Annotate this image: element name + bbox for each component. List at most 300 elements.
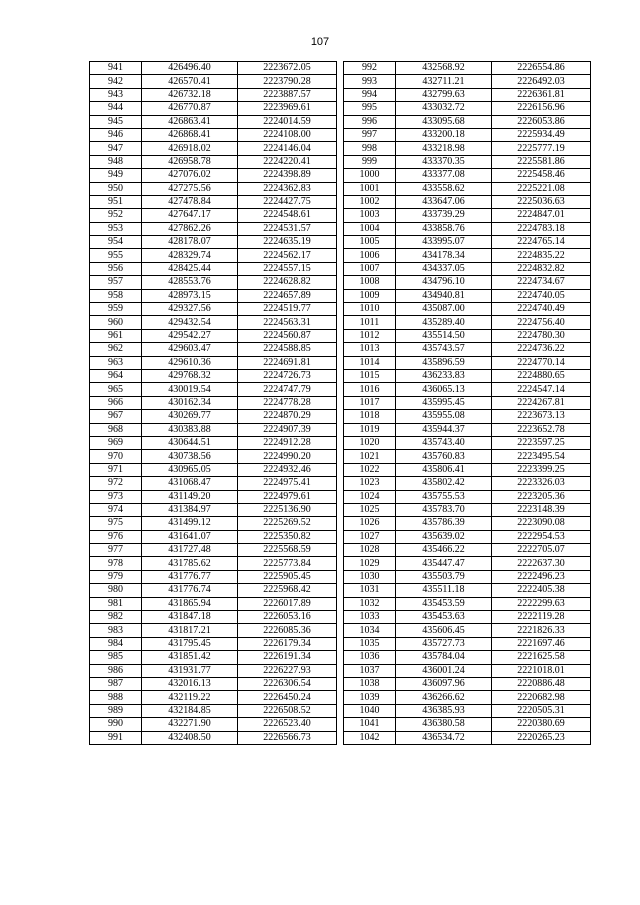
table-row <box>344 276 591 289</box>
point-number-cell: 974 <box>90 503 142 516</box>
point-number-cell: 1024 <box>344 490 396 503</box>
point-number-cell: 1010 <box>344 303 396 316</box>
y-coordinate-cell: 2224588.85 <box>238 343 337 356</box>
coordinate-table-left <box>89 61 337 745</box>
y-coordinate-cell: 2224740.05 <box>492 289 591 302</box>
table-row <box>90 169 337 182</box>
point-number-cell: 1041 <box>344 718 396 731</box>
table-row <box>344 436 591 449</box>
y-coordinate-cell: 2223205.36 <box>492 490 591 503</box>
table-row <box>90 102 337 115</box>
table-row <box>90 423 337 436</box>
point-number-cell: 941 <box>90 62 142 75</box>
point-number-cell: 973 <box>90 490 142 503</box>
x-coordinate-cell: 435606.45 <box>396 624 492 637</box>
point-number-cell: 955 <box>90 249 142 262</box>
x-coordinate-cell: 432408.50 <box>142 731 238 744</box>
table-row <box>90 718 337 731</box>
y-coordinate-cell: 2220682.98 <box>492 691 591 704</box>
x-coordinate-cell: 431727.48 <box>142 544 238 557</box>
y-coordinate-cell: 2224770.14 <box>492 356 591 369</box>
y-coordinate-cell: 2222299.63 <box>492 597 591 610</box>
point-number-cell: 970 <box>90 450 142 463</box>
point-number-cell: 957 <box>90 276 142 289</box>
coordinate-table-right <box>343 61 591 745</box>
table-row <box>90 383 337 396</box>
table-row <box>90 544 337 557</box>
x-coordinate-cell: 429432.54 <box>142 316 238 329</box>
y-coordinate-cell: 2226566.73 <box>238 731 337 744</box>
point-number-cell: 963 <box>90 356 142 369</box>
table-row <box>344 463 591 476</box>
point-number-cell: 1033 <box>344 611 396 624</box>
y-coordinate-cell: 2224847.01 <box>492 209 591 222</box>
y-coordinate-cell: 2224014.59 <box>238 115 337 128</box>
table-row <box>90 62 337 75</box>
y-coordinate-cell: 2224932.46 <box>238 463 337 476</box>
y-coordinate-cell: 2224832.82 <box>492 262 591 275</box>
table-row <box>344 195 591 208</box>
x-coordinate-cell: 426868.41 <box>142 128 238 141</box>
y-coordinate-cell: 2223399.25 <box>492 463 591 476</box>
table-row <box>90 704 337 717</box>
y-coordinate-cell: 2225905.45 <box>238 570 337 583</box>
y-coordinate-cell: 2224427.75 <box>238 195 337 208</box>
x-coordinate-cell: 429768.32 <box>142 369 238 382</box>
y-coordinate-cell: 2225934.49 <box>492 128 591 141</box>
table-row <box>90 570 337 583</box>
x-coordinate-cell: 431817.21 <box>142 624 238 637</box>
y-coordinate-cell: 2221625.58 <box>492 651 591 664</box>
y-coordinate-cell: 2223887.57 <box>238 88 337 101</box>
y-coordinate-cell: 2223969.61 <box>238 102 337 115</box>
x-coordinate-cell: 435503.79 <box>396 570 492 583</box>
table-row <box>90 503 337 516</box>
table-row <box>90 557 337 570</box>
table-row <box>344 262 591 275</box>
table-row <box>90 463 337 476</box>
table-row <box>90 155 337 168</box>
x-coordinate-cell: 433739.29 <box>396 209 492 222</box>
y-coordinate-cell: 2224562.17 <box>238 249 337 262</box>
x-coordinate-cell: 427275.56 <box>142 182 238 195</box>
table-row <box>344 169 591 182</box>
y-coordinate-cell: 2224736.22 <box>492 343 591 356</box>
y-coordinate-cell: 2224783.18 <box>492 222 591 235</box>
table-row <box>344 637 591 650</box>
table-row <box>344 624 591 637</box>
table-row <box>344 236 591 249</box>
x-coordinate-cell: 428329.74 <box>142 249 238 262</box>
point-number-cell: 983 <box>90 624 142 637</box>
table-row <box>90 128 337 141</box>
x-coordinate-cell: 430383.88 <box>142 423 238 436</box>
table-row <box>344 718 591 731</box>
point-number-cell: 1018 <box>344 410 396 423</box>
point-number-cell: 1007 <box>344 262 396 275</box>
table-row <box>344 249 591 262</box>
y-coordinate-cell: 2224778.28 <box>238 396 337 409</box>
y-coordinate-cell: 2222954.53 <box>492 530 591 543</box>
point-number-cell: 1039 <box>344 691 396 704</box>
table-row <box>344 570 591 583</box>
x-coordinate-cell: 430738.56 <box>142 450 238 463</box>
y-coordinate-cell: 2222405.38 <box>492 584 591 597</box>
point-number-cell: 1026 <box>344 517 396 530</box>
x-coordinate-cell: 435784.04 <box>396 651 492 664</box>
point-number-cell: 1029 <box>344 557 396 570</box>
y-coordinate-cell: 2224531.57 <box>238 222 337 235</box>
table-row <box>344 477 591 490</box>
y-coordinate-cell: 2224907.39 <box>238 423 337 436</box>
point-number-cell: 975 <box>90 517 142 530</box>
x-coordinate-cell: 435995.45 <box>396 396 492 409</box>
x-coordinate-cell: 435783.70 <box>396 503 492 516</box>
table-row <box>344 691 591 704</box>
table-row <box>344 677 591 690</box>
point-number-cell: 1022 <box>344 463 396 476</box>
x-coordinate-cell: 430965.05 <box>142 463 238 476</box>
x-coordinate-cell: 432271.90 <box>142 718 238 731</box>
table-row <box>344 142 591 155</box>
table-row <box>344 115 591 128</box>
x-coordinate-cell: 433218.98 <box>396 142 492 155</box>
x-coordinate-cell: 429610.36 <box>142 356 238 369</box>
y-coordinate-cell: 2224548.61 <box>238 209 337 222</box>
x-coordinate-cell: 433200.18 <box>396 128 492 141</box>
point-number-cell: 991 <box>90 731 142 744</box>
x-coordinate-cell: 435453.59 <box>396 597 492 610</box>
x-coordinate-cell: 435087.00 <box>396 303 492 316</box>
point-number-cell: 987 <box>90 677 142 690</box>
point-number-cell: 984 <box>90 637 142 650</box>
y-coordinate-cell: 2221826.33 <box>492 624 591 637</box>
x-coordinate-cell: 433370.35 <box>396 155 492 168</box>
x-coordinate-cell: 430162.34 <box>142 396 238 409</box>
y-coordinate-cell: 2221697.46 <box>492 637 591 650</box>
x-coordinate-cell: 435755.53 <box>396 490 492 503</box>
y-coordinate-cell: 2224398.89 <box>238 169 337 182</box>
point-number-cell: 956 <box>90 262 142 275</box>
table-row <box>90 276 337 289</box>
y-coordinate-cell: 2226053.86 <box>492 115 591 128</box>
point-number-cell: 944 <box>90 102 142 115</box>
x-coordinate-cell: 435743.57 <box>396 343 492 356</box>
page-number: 107 <box>310 36 330 48</box>
table-row <box>90 209 337 222</box>
y-coordinate-cell: 2226508.52 <box>238 704 337 717</box>
table-row <box>90 477 337 490</box>
y-coordinate-cell: 2223148.39 <box>492 503 591 516</box>
y-coordinate-cell: 2224756.40 <box>492 316 591 329</box>
table-row <box>344 423 591 436</box>
point-number-cell: 998 <box>344 142 396 155</box>
table-row <box>90 356 337 369</box>
table-row <box>90 195 337 208</box>
x-coordinate-cell: 428973.15 <box>142 289 238 302</box>
point-number-cell: 966 <box>90 396 142 409</box>
point-number-cell: 1019 <box>344 423 396 436</box>
x-coordinate-cell: 432568.92 <box>396 62 492 75</box>
y-coordinate-cell: 2223673.13 <box>492 410 591 423</box>
point-number-cell: 1032 <box>344 597 396 610</box>
point-number-cell: 948 <box>90 155 142 168</box>
x-coordinate-cell: 436065.13 <box>396 383 492 396</box>
x-coordinate-cell: 430269.77 <box>142 410 238 423</box>
point-number-cell: 950 <box>90 182 142 195</box>
y-coordinate-cell: 2224726.73 <box>238 369 337 382</box>
x-coordinate-cell: 431641.07 <box>142 530 238 543</box>
x-coordinate-cell: 427076.02 <box>142 169 238 182</box>
table-row <box>344 88 591 101</box>
y-coordinate-cell: 2224780.30 <box>492 329 591 342</box>
y-coordinate-cell: 2226156.96 <box>492 102 591 115</box>
x-coordinate-cell: 432799.63 <box>396 88 492 101</box>
x-coordinate-cell: 426496.40 <box>142 62 238 75</box>
table-row <box>344 303 591 316</box>
x-coordinate-cell: 433858.76 <box>396 222 492 235</box>
table-row <box>90 410 337 423</box>
table-row <box>90 597 337 610</box>
y-coordinate-cell: 2226492.03 <box>492 75 591 88</box>
point-number-cell: 1003 <box>344 209 396 222</box>
table-row <box>344 530 591 543</box>
y-coordinate-cell: 2224979.61 <box>238 490 337 503</box>
point-number-cell: 1035 <box>344 637 396 650</box>
y-coordinate-cell: 2224560.87 <box>238 329 337 342</box>
table-row <box>90 262 337 275</box>
point-number-cell: 1031 <box>344 584 396 597</box>
x-coordinate-cell: 435639.02 <box>396 530 492 543</box>
x-coordinate-cell: 426570.41 <box>142 75 238 88</box>
x-coordinate-cell: 431149.20 <box>142 490 238 503</box>
y-coordinate-cell: 2225221.08 <box>492 182 591 195</box>
table-row <box>344 410 591 423</box>
y-coordinate-cell: 2226053.16 <box>238 611 337 624</box>
table-row <box>344 503 591 516</box>
y-coordinate-cell: 2222496.23 <box>492 570 591 583</box>
table-row <box>90 182 337 195</box>
y-coordinate-cell: 2226191.34 <box>238 651 337 664</box>
point-number-cell: 1001 <box>344 182 396 195</box>
table-row <box>90 691 337 704</box>
point-number-cell: 959 <box>90 303 142 316</box>
point-number-cell: 951 <box>90 195 142 208</box>
x-coordinate-cell: 426958.78 <box>142 155 238 168</box>
table-row <box>90 677 337 690</box>
y-coordinate-cell: 2226361.81 <box>492 88 591 101</box>
y-coordinate-cell: 2224220.41 <box>238 155 337 168</box>
table-row <box>90 490 337 503</box>
point-number-cell: 942 <box>90 75 142 88</box>
point-number-cell: 1011 <box>344 316 396 329</box>
x-coordinate-cell: 436097.96 <box>396 677 492 690</box>
y-coordinate-cell: 2224734.67 <box>492 276 591 289</box>
point-number-cell: 945 <box>90 115 142 128</box>
point-number-cell: 964 <box>90 369 142 382</box>
y-coordinate-cell: 2224146.04 <box>238 142 337 155</box>
x-coordinate-cell: 435896.59 <box>396 356 492 369</box>
point-number-cell: 960 <box>90 316 142 329</box>
point-number-cell: 1028 <box>344 544 396 557</box>
point-number-cell: 978 <box>90 557 142 570</box>
point-number-cell: 961 <box>90 329 142 342</box>
x-coordinate-cell: 431776.74 <box>142 584 238 597</box>
point-number-cell: 1014 <box>344 356 396 369</box>
x-coordinate-cell: 433032.72 <box>396 102 492 115</box>
point-number-cell: 979 <box>90 570 142 583</box>
y-coordinate-cell: 2225269.52 <box>238 517 337 530</box>
table-row <box>344 383 591 396</box>
point-number-cell: 993 <box>344 75 396 88</box>
x-coordinate-cell: 431851.42 <box>142 651 238 664</box>
table-row <box>90 236 337 249</box>
x-coordinate-cell: 436385.93 <box>396 704 492 717</box>
x-coordinate-cell: 431068.47 <box>142 477 238 490</box>
x-coordinate-cell: 435743.40 <box>396 436 492 449</box>
y-coordinate-cell: 2224870.29 <box>238 410 337 423</box>
y-coordinate-cell: 2220380.69 <box>492 718 591 731</box>
x-coordinate-cell: 431785.62 <box>142 557 238 570</box>
y-coordinate-cell: 2225568.59 <box>238 544 337 557</box>
y-coordinate-cell: 2224975.41 <box>238 477 337 490</box>
x-coordinate-cell: 429603.47 <box>142 343 238 356</box>
table-row <box>344 62 591 75</box>
x-coordinate-cell: 433647.06 <box>396 195 492 208</box>
x-coordinate-cell: 433558.62 <box>396 182 492 195</box>
y-coordinate-cell: 2220886.48 <box>492 677 591 690</box>
table-row <box>90 316 337 329</box>
table-row <box>90 637 337 650</box>
y-coordinate-cell: 2225777.19 <box>492 142 591 155</box>
x-coordinate-cell: 431847.18 <box>142 611 238 624</box>
y-coordinate-cell: 2223652.78 <box>492 423 591 436</box>
table-row <box>344 517 591 530</box>
y-coordinate-cell: 2220265.23 <box>492 731 591 744</box>
x-coordinate-cell: 436233.83 <box>396 369 492 382</box>
y-coordinate-cell: 2224628.82 <box>238 276 337 289</box>
table-row <box>90 584 337 597</box>
point-number-cell: 1006 <box>344 249 396 262</box>
x-coordinate-cell: 432711.21 <box>396 75 492 88</box>
y-coordinate-cell: 2224547.14 <box>492 383 591 396</box>
table-row <box>90 142 337 155</box>
point-number-cell: 997 <box>344 128 396 141</box>
table-row <box>90 115 337 128</box>
x-coordinate-cell: 436001.24 <box>396 664 492 677</box>
point-number-cell: 980 <box>90 584 142 597</box>
y-coordinate-cell: 2220505.31 <box>492 704 591 717</box>
point-number-cell: 1015 <box>344 369 396 382</box>
y-coordinate-cell: 2224267.81 <box>492 396 591 409</box>
point-number-cell: 1034 <box>344 624 396 637</box>
table-row <box>90 651 337 664</box>
table-row <box>90 75 337 88</box>
point-number-cell: 943 <box>90 88 142 101</box>
y-coordinate-cell: 2222637.30 <box>492 557 591 570</box>
point-number-cell: 1016 <box>344 383 396 396</box>
table-row <box>344 182 591 195</box>
x-coordinate-cell: 426732.18 <box>142 88 238 101</box>
point-number-cell: 1040 <box>344 704 396 717</box>
point-number-cell: 1005 <box>344 236 396 249</box>
point-number-cell: 968 <box>90 423 142 436</box>
x-coordinate-cell: 430019.54 <box>142 383 238 396</box>
y-coordinate-cell: 2221018.01 <box>492 664 591 677</box>
table-row <box>344 329 591 342</box>
x-coordinate-cell: 435511.18 <box>396 584 492 597</box>
y-coordinate-cell: 2224557.15 <box>238 262 337 275</box>
y-coordinate-cell: 2224747.79 <box>238 383 337 396</box>
x-coordinate-cell: 430644.51 <box>142 436 238 449</box>
point-number-cell: 1030 <box>344 570 396 583</box>
point-number-cell: 1000 <box>344 169 396 182</box>
point-number-cell: 1021 <box>344 450 396 463</box>
y-coordinate-cell: 2223326.03 <box>492 477 591 490</box>
table-row <box>90 222 337 235</box>
y-coordinate-cell: 2223090.08 <box>492 517 591 530</box>
x-coordinate-cell: 435514.50 <box>396 329 492 342</box>
x-coordinate-cell: 427647.17 <box>142 209 238 222</box>
y-coordinate-cell: 2226523.40 <box>238 718 337 731</box>
x-coordinate-cell: 434940.81 <box>396 289 492 302</box>
y-coordinate-cell: 2224657.89 <box>238 289 337 302</box>
x-coordinate-cell: 435453.63 <box>396 611 492 624</box>
y-coordinate-cell: 2225350.82 <box>238 530 337 543</box>
y-coordinate-cell: 2224765.14 <box>492 236 591 249</box>
y-coordinate-cell: 2224519.77 <box>238 303 337 316</box>
x-coordinate-cell: 435466.22 <box>396 544 492 557</box>
y-coordinate-cell: 2225036.63 <box>492 195 591 208</box>
point-number-cell: 965 <box>90 383 142 396</box>
x-coordinate-cell: 435955.08 <box>396 410 492 423</box>
table-row <box>344 664 591 677</box>
y-coordinate-cell: 2224912.28 <box>238 436 337 449</box>
point-number-cell: 999 <box>344 155 396 168</box>
x-coordinate-cell: 431384.97 <box>142 503 238 516</box>
x-coordinate-cell: 432016.13 <box>142 677 238 690</box>
point-number-cell: 954 <box>90 236 142 249</box>
x-coordinate-cell: 435786.39 <box>396 517 492 530</box>
y-coordinate-cell: 2226085.36 <box>238 624 337 637</box>
x-coordinate-cell: 426770.87 <box>142 102 238 115</box>
table-row <box>344 611 591 624</box>
table-row <box>344 597 591 610</box>
y-coordinate-cell: 2223790.28 <box>238 75 337 88</box>
table-row <box>90 249 337 262</box>
x-coordinate-cell: 436266.62 <box>396 691 492 704</box>
point-number-cell: 986 <box>90 664 142 677</box>
y-coordinate-cell: 2223597.25 <box>492 436 591 449</box>
x-coordinate-cell: 428425.44 <box>142 262 238 275</box>
x-coordinate-cell: 433377.08 <box>396 169 492 182</box>
point-number-cell: 1027 <box>344 530 396 543</box>
x-coordinate-cell: 435802.42 <box>396 477 492 490</box>
point-number-cell: 949 <box>90 169 142 182</box>
point-number-cell: 969 <box>90 436 142 449</box>
x-coordinate-cell: 428178.07 <box>142 236 238 249</box>
table-row <box>344 222 591 235</box>
y-coordinate-cell: 2223672.05 <box>238 62 337 75</box>
table-row <box>344 490 591 503</box>
x-coordinate-cell: 434337.05 <box>396 262 492 275</box>
table-row <box>90 369 337 382</box>
x-coordinate-cell: 435289.40 <box>396 316 492 329</box>
y-coordinate-cell: 2224691.81 <box>238 356 337 369</box>
table-row <box>90 436 337 449</box>
table-row <box>344 155 591 168</box>
y-coordinate-cell: 2224108.00 <box>238 128 337 141</box>
